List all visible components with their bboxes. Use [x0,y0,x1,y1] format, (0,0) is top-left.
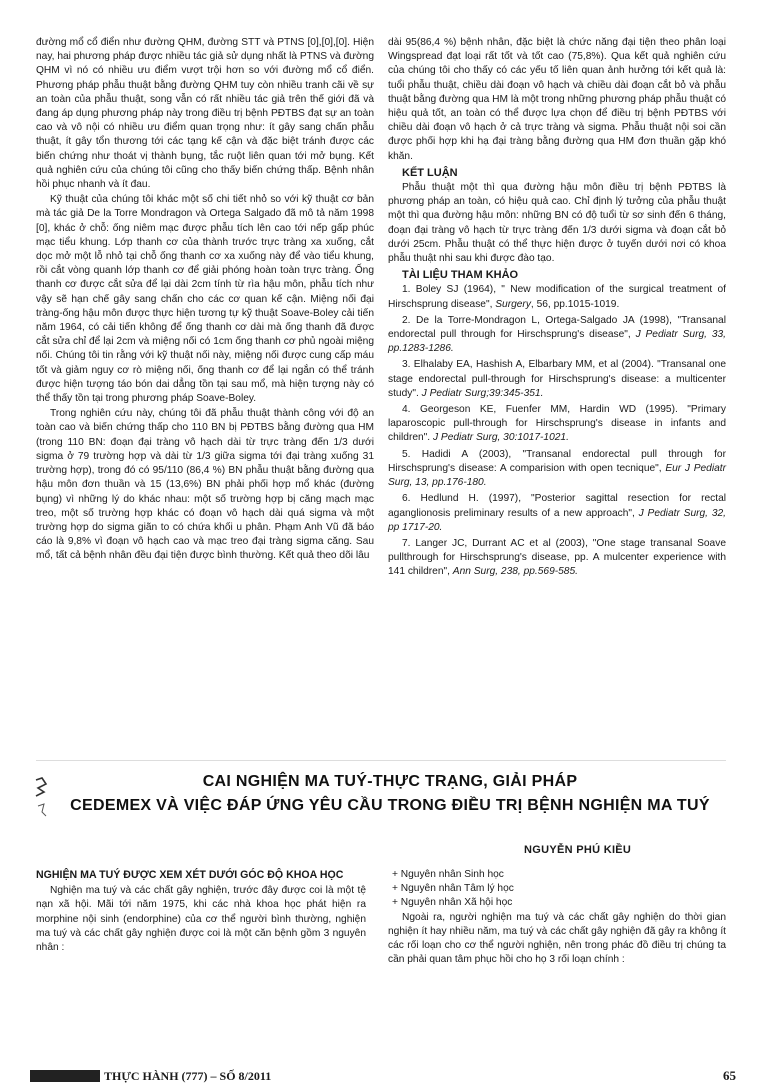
article-title [60,770,720,818]
reference-item [388,283,726,311]
list-item: + Nguyên nhân Tâm lý học [392,883,514,895]
page-footer [30,1070,740,1084]
right-column [388,36,726,582]
reference-text: 2. De la Torre-Mondragon L, Ortega-Salgado JA (1998), "Transanal endorectal pull through for Hirschsprung's disease", [388,314,726,341]
reference-source: J Pediatr Surg, 33, pp.1283-1286. [388,329,726,355]
reference-text: 4. Georgeson KE, Fuenfer MM, Hardin WD (1995). "Primary laparoscopic pull-through for Hirschsprung's disease in infants and children". [388,404,726,444]
paragraph: Nghiện ma tuý và các chất gây nghiện, trước đây được coi là một tệ nạn xã hội. Mãi tới năm 1975, khi các nhà khoa học phát hiện ra morphine nội sinh (endorphine) của cơ thể người bình thường, nghiện ma tuý và các chất gây nghiện được coi là một căn bệnh gồm 3 nguyên nhân : [36,885,366,954]
reference-source: Ann Surg, 238, pp.569-585. [452,566,578,578]
reference-text: 3. Elhalaby EA, Hashish A, Elbarbary MM, et al (2004). "Transanal one stage endorectal pull-through for Hirschsprung's disease: a multicenter study". [388,359,726,399]
author-name: NGUYỄN PHÚ KIỀU [524,844,632,856]
article-left-column [36,868,366,955]
paragraph: Ngoài ra, người nghiện ma tuý và các chất gây nghiện do thời gian nghiện ít hay nhiều năm, ma tuý và các chất gây nghiện đã gây ra không ít các rối loạn cho cơ thể người nghiện, nên trong phác đồ điều trị chúng ta cần phải quan tâm phục hồi cho họ 3 rối loạn chính : [388,911,726,966]
reference-source: Eur J Pediatr Surg, 13, pp.176-180. [388,462,726,489]
reference-source: J Pediatr Surg, 30:1017-1021. [432,432,569,444]
reference-item [388,403,726,446]
reference-source: J Pediatr Surg, 32, pp 1717-20. [388,507,726,533]
article-title-line: CEDEMEX VÀ VIỆC ĐÁP ỨNG YÊU CẦU TRONG ĐIỀU TRỊ BỆNH NGHIỆN MA TUÝ [70,797,710,814]
reference-text: 5. Hadidi A (2003), "Transanal endorectal pull through for Hirschsprung's disease: A comparision with open tecnique", [388,448,726,474]
section-heading: NGHIỆN MA TUÝ ĐƯỢC XEM XÉT DƯỚI GÓC ĐỘ KHOA HỌC [36,869,344,881]
page-number: 65 [723,1068,736,1083]
journal-issue: THỰC HÀNH (777) – SỐ 8/2011 [104,1069,272,1083]
reference-source: J Pediatr Surg;39:345-351. [421,387,544,399]
references-heading: TÀI LIỆU THAM KHẢO [402,269,519,282]
paragraph: dài 95(86,4 %) bệnh nhân, đặc biệt là chức năng đại tiện theo phân loại Wingspread đạt loại rất tốt và tốt cao (75,8%). Qua kết quả nghiên cứu của chúng tôi cho thấy có các yếu tố liên quan ảnh hưởng tới kết quả là: tuổi phẫu thuật, chiều dài đoạn vô hạch và chiều dài đoạn cắt bỏ và phẫu thuật bằng đường qua HM là một trong những phương pháp phẫu thuật có hiệu quả tốt, an toàn có thể được lựa chọn để điều trị bệnh PĐTBS với chiều dài đoạn vô hạch ở cả trực tràng và sigma. Phẫu thuật nội soi cần được phối hợp khi hạ đại tràng bằng đường qua HM đơn thuần gặp khó khăn. [388,37,726,162]
paragraph: Kỹ thuật của chúng tôi khác một số chi tiết nhỏ so với kỹ thuật cơ bản mà tác giả De la Torre Mondragon và Ortega Salgado đã mô tả năm 1998 [0], khác ở chỗ: ống niêm mạc được phẫu tích lên cao tới nếp gấp phúc mạc tiểu khung. Lớp thanh cơ của thành trước trực tràng xa xuống, cắt dọc mở một lỗ nhỏ tại chỗ ống thanh cơ xa xuống này để vào tiểu khung, rồi cắt vòng quanh lớp thanh cơ để giải phóng hoàn toàn trực tràng. Ống thanh cơ được cắt sửa để lại dài 2cm tính từ rìa hậu môn, phẫu tích như vậy sẽ hạn chế gây sang chấn cho các cơ quan kế cận. Miệng nối đại tràng-ống hậu môn được thực hiện tương tự kỹ thuật Soave-Boley cải tiến năm 1964, có cải tiến không để ống thanh cơ dài mà ống thanh đã được cắt sửa chỉ để lại 2cm và miệng nối có 1cm ống thanh cơ phủ ngoài miệng nối. Chúng tôi tin rằng với kỹ thuật nối này, miệng nối được cung cấp máu tốt và giảm nguy cơ rò miệng nối, ống thanh cơ để lại ngắn có thể tránh được hiện tượng táo bón dai dẳng tồn tại sau mổ, mà hiện tượng này có thể thấy tồn tại trong phương pháp Soave-Boley. [36,194,374,405]
list-item: + Nguyên nhân Xã hội học [392,897,513,909]
list-item: + Nguyên nhân Sinh học [392,869,504,880]
reference-source: Surgery [495,298,531,310]
paragraph: Trong nghiên cứu này, chúng tôi đã phẫu thuật thành công với độ an toàn cao và biến chứng thấp cho 110 BN bị PĐTBS bằng đường qua HM (trong 110 BN: đoạn đại tràng vô hạch dài từ trực tràng đến 1/3 dưới sigma ở 79 trường hợp và dài từ 1/3 giữa sigma tới đại tràng xuống 31 trường hợp), trong đó có 95/110 (86,4 %) BN phẫu thuật bằng đường qua hậu môn đơn thuần và 15 (13,6%) BN phải phối hợp mổ khác (đường bụng) vì những lý do khác nhau: một số trường hợp bị căng mạch mạc treo, một số trường hợp khác có đoạn vô hạch dài quá sigma và một trường hợp do sigma giãn to có chứa khối u phân. Phạm Anh Vũ đã báo cáo là 9,8% vì đoạn vô hạch cao và mạc treo đại tràng sigma căng. Sau mổ, tất cả bệnh nhân đều đại tiện được bình thường. Kết quả theo dõi lâu [36,408,374,562]
left-column [36,36,374,565]
paragraph: đường mổ cổ điển như đường QHM, đường STT và PTNS [0],[0],[0]. Hiện nay, hai phương pháp được nhiều tác giả sử dụng nhất là PTNS và đường QHM vì nó có nhiều ưu điểm vượt trội hơn so với đường mổ cổ điển. Phương pháp phẫu thuật bằng đường QHM tuy còn nhiều tranh cãi về sự an toàn của phẫu thuật, song vẫn có rất nhiều tác giả trên thế giới đã và đang áp dụng phương pháp này trong điều trị bệnh PĐTBS đạt sự an toàn cao và vô nội có nhiều ưu điểm quan trọng như: ít gây sang chấn phẫu thuật, ít gây tổn thương tới các tạng kế cận và đặc biệt tránh được các biến chứng như thoát vị thành bụng, tắc ruột liên quan tới mở bụng. Kết quả nghiên cứu của chúng tôi cũng cho thấy biến chứng thấp. Bệnh nhân hồi phục nhanh và ít đau. [36,37,374,191]
reference-tail: , 56, pp.1015-1019. [530,298,620,310]
article-right-column [388,868,726,967]
reference-text: 1. Boley SJ (1964), " New modification of the surgical treatment of Hirschsprung disease", [388,284,726,310]
conclusion-heading: KẾT LUẬN [402,166,458,179]
causes-list [388,868,726,911]
reference-item [388,358,726,401]
footer-bar [30,1070,100,1082]
reference-text: 7. Langer JC, Durrant AC et al (2003), "One stage transanal Soave pullthrough for Hirschsprung's disease, pp. A mulcenter experience with 141 children", [388,537,726,578]
reference-item [388,448,726,491]
divider [36,760,726,761]
reference-list [388,283,726,579]
margin-scribble-icon [32,776,50,856]
reference-item [388,537,726,580]
reference-item [388,492,726,535]
reference-item [388,314,726,357]
reference-text: 6. Hedlund H. (1997), "Posterior sagittal resection for rectal aganglionosis preliminary results of a new approach", [388,493,726,519]
conclusion-text: Phẫu thuật một thì qua đường hậu môn điều trị bệnh PĐTBS là phương pháp an toàn, có hiệu quả cao. Chỉ định lý tưởng của phẫu thuật một thì qua đường hậu môn: những BN có độ tuổi từ sơ sinh đến 6 tháng, đoạn đại tràng vô hạch từ trực tràng đến 1/3 dưới sigma và đoạn cắt bỏ dưới 25cm. Phẫu thuật có thể thực hiện được ở tuyến dưới nơi có khoa phẫu thuật nhi sau khi được đào tạo. [388,182,726,265]
article-title-line: CAI NGHIỆN MA TUÝ-THỰC TRẠNG, GIẢI PHÁP [202,773,578,790]
